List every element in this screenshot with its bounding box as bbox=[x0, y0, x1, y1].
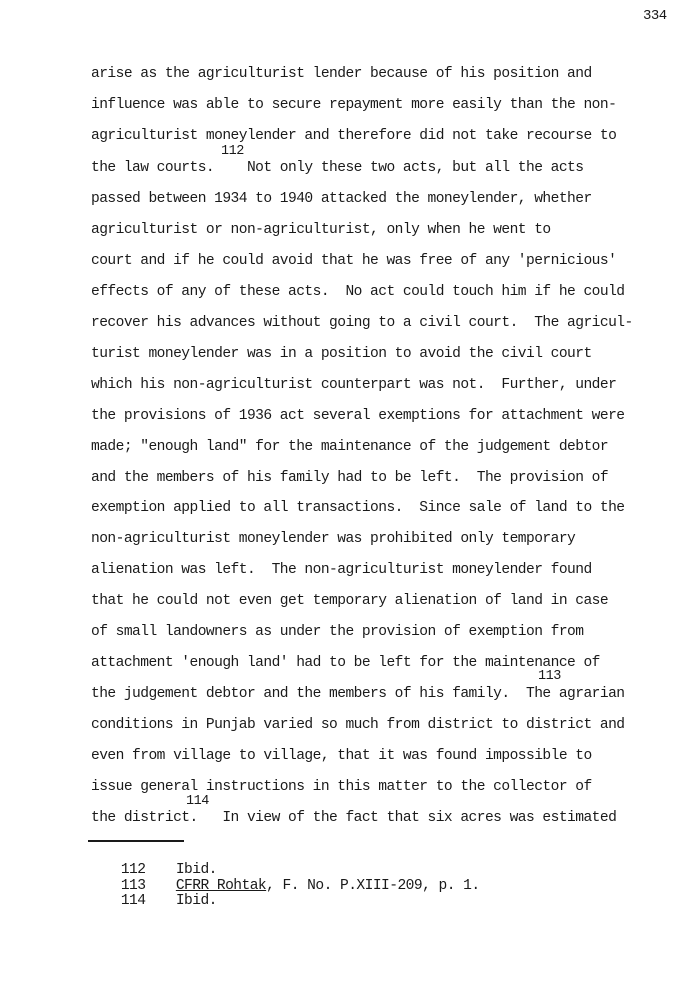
footnote-text: Ibid. bbox=[175, 862, 217, 878]
text-line: alienation was left. The non-agriculturist moneylender found bbox=[91, 562, 592, 578]
text-line: attachment 'enough land' had to be left for the maintenance of bbox=[91, 655, 600, 671]
footnote-mark-114: 114 bbox=[186, 794, 209, 809]
footnote-number: 114 bbox=[120, 893, 146, 909]
footnote-number: 113 bbox=[120, 878, 146, 894]
text-line: passed between 1934 to 1940 attacked the moneylender, whether bbox=[91, 191, 592, 207]
footnote-text: , F. No. P.XIII-209, p. 1. bbox=[266, 878, 480, 894]
footnote-mark-113: 113 bbox=[538, 669, 561, 684]
text-line: even from village to village, that it was found impossible to bbox=[91, 748, 592, 764]
footnote-separator bbox=[88, 840, 184, 842]
text-line: exemption applied to all transactions. Since sale of land to the bbox=[91, 500, 625, 516]
text-line: and the members of his family had to be left. The provision of bbox=[91, 470, 609, 486]
text-line: issue general instructions in this matter to the collector of bbox=[91, 779, 592, 795]
footnote-114 bbox=[88, 879, 217, 924]
text-line: non-agriculturist moneylender was prohibited only temporary bbox=[91, 531, 576, 547]
text-line: which his non-agriculturist counterpart was not. Further, under bbox=[91, 377, 617, 393]
text-line: turist moneylender was in a position to avoid the civil court bbox=[91, 346, 592, 362]
text-line: recover his advances without going to a civil court. The agricul- bbox=[91, 315, 633, 331]
text-line: the law courts. Not only these two acts, but all the acts bbox=[91, 160, 584, 176]
text-line: that he could not even get temporary alienation of land in case bbox=[91, 593, 609, 609]
page-number: 334 bbox=[643, 8, 667, 24]
footnote-text: Ibid. bbox=[175, 893, 217, 909]
footnote-mark-112: 112 bbox=[221, 144, 244, 159]
text-line: the district. In view of the fact that six acres was estimated bbox=[91, 810, 617, 826]
text-line: the judgement debtor and the members of his family. The agrarian bbox=[91, 686, 625, 702]
text-line: agriculturist or non-agriculturist, only when he went to bbox=[91, 222, 551, 238]
footnote-source-title: CFRR Rohtak bbox=[175, 878, 267, 894]
text-line: influence was able to secure repayment more easily than the non- bbox=[91, 97, 617, 113]
text-line: arise as the agriculturist lender because of his position and bbox=[91, 66, 592, 82]
text-line: effects of any of these acts. No act could touch him if he could bbox=[91, 284, 625, 300]
text-line: court and if he could avoid that he was free of any 'pernicious' bbox=[91, 253, 617, 269]
text-line: made; "enough land" for the maintenance of the judgement debtor bbox=[91, 439, 609, 455]
footnote-number: 112 bbox=[120, 862, 146, 878]
text-line: of small landowners as under the provision of exemption from bbox=[91, 624, 584, 640]
text-line: the provisions of 1936 act several exemptions for attachment were bbox=[91, 408, 625, 424]
text-line: agriculturist moneylender and therefore did not take recourse to bbox=[91, 128, 617, 144]
text-line: conditions in Punjab varied so much from district to district and bbox=[91, 717, 625, 733]
